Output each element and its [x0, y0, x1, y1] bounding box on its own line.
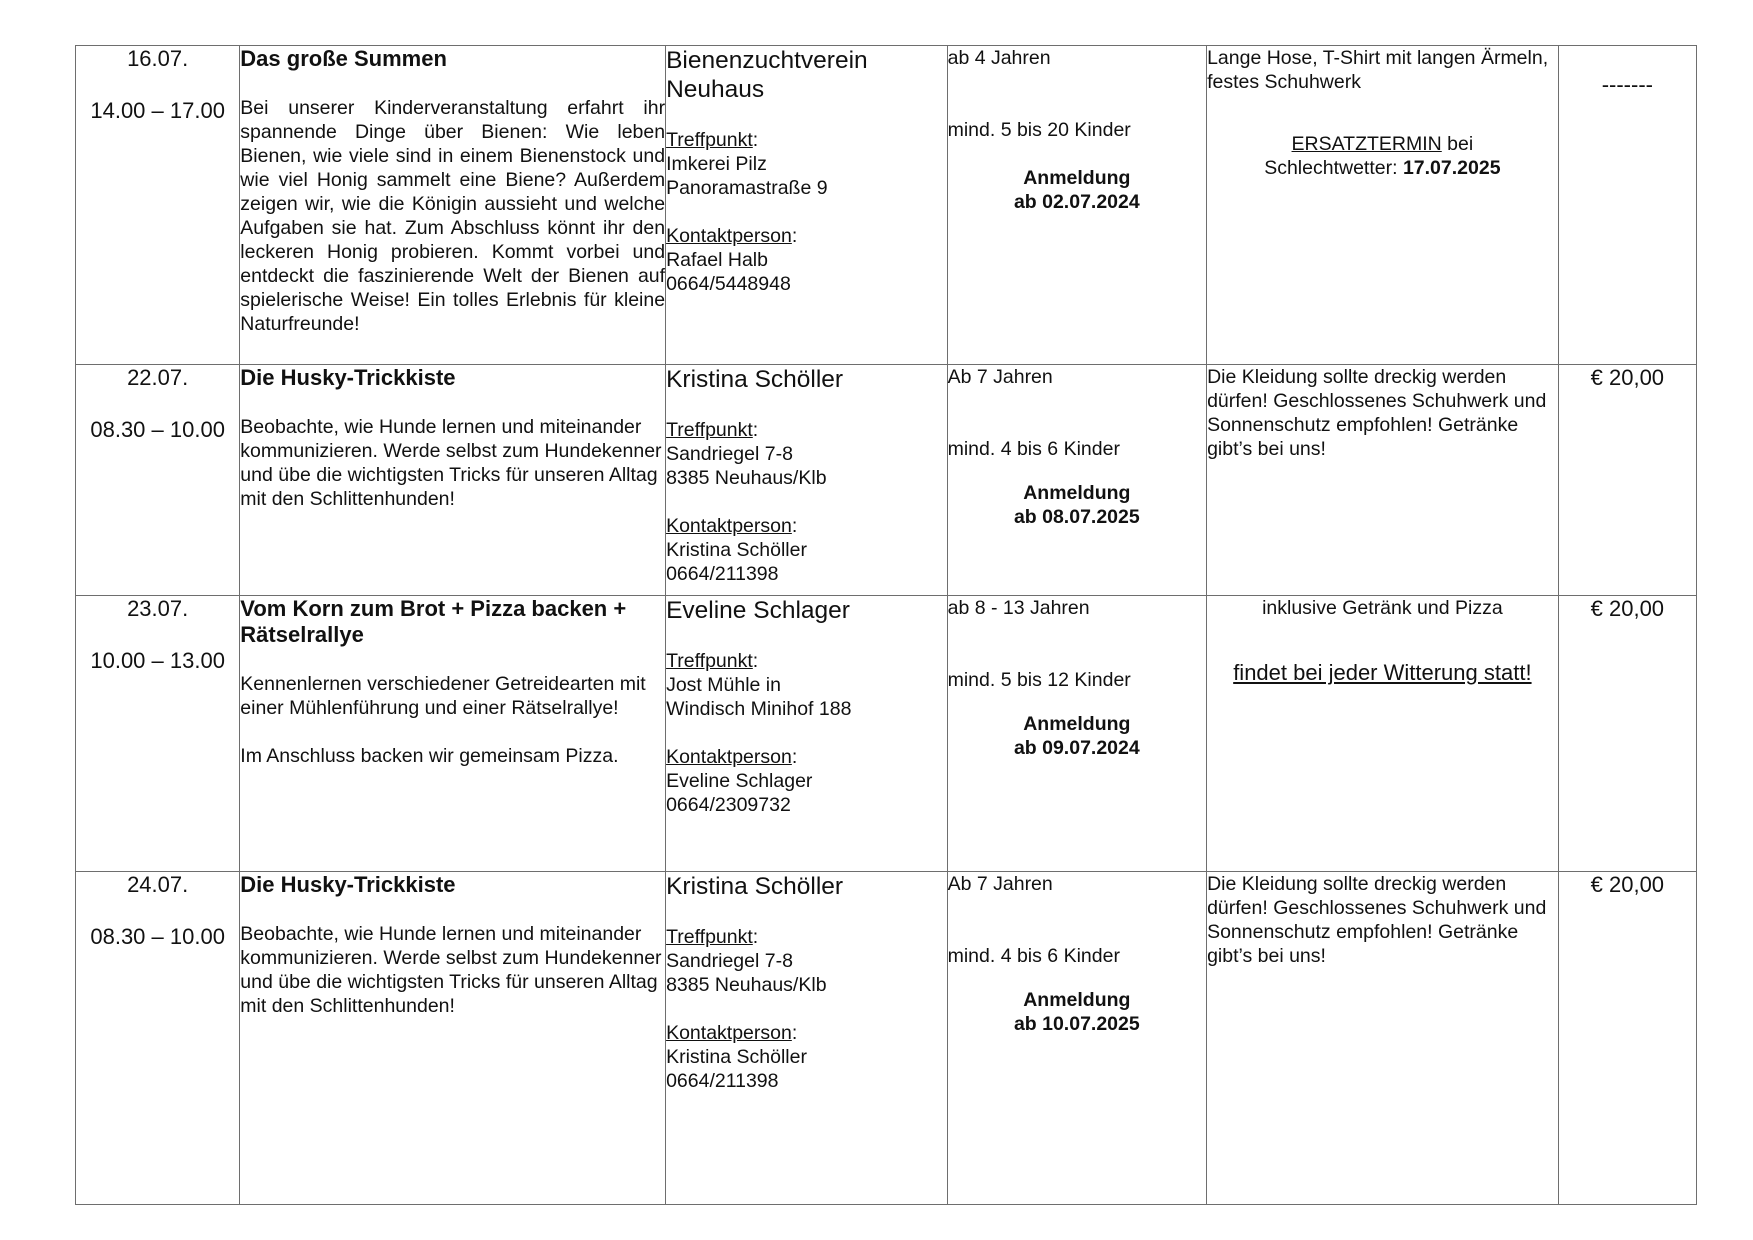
- registration-label: Anmeldung: [1023, 167, 1131, 189]
- group-size: mind. 4 bis 6 Kinder: [947, 945, 1120, 967]
- contact-phone: 0664/211398: [666, 1070, 779, 1092]
- event-date: 23.07.: [127, 596, 189, 621]
- table-row: [76, 46, 1697, 365]
- contact-name: Kristina Schöller: [666, 1046, 807, 1068]
- registration-date: ab 09.07.2024: [1013, 737, 1140, 759]
- organizer-name: Bienenzuchtverein Neuhaus: [666, 47, 868, 103]
- age-range: ab 4 Jahren: [947, 47, 1051, 69]
- description-cell: [240, 596, 666, 872]
- meeting-line1: Imkerei Pilz: [666, 153, 767, 175]
- description-cell: [240, 872, 666, 1205]
- alt-label: ERSATZTERMIN: [1291, 133, 1442, 155]
- event-title: Die Husky-Trickkiste: [240, 872, 456, 897]
- event-time: 10.00 – 13.00: [90, 648, 225, 673]
- description-cell: [240, 46, 666, 365]
- event-description: Beobachte, wie Hunde lernen und miteinander kommunizieren. Werde selbst zum Hundekenner und übe die wichtigsten Tricks für unseren Alltag mit den Schlittenhunden!: [240, 923, 662, 1017]
- meeting-line1: Sandriegel 7-8: [666, 443, 793, 465]
- organizer-name: Kristina Schöller: [666, 873, 844, 900]
- contact-label: Kontaktperson: [666, 515, 792, 537]
- meeting-label: Treffpunkt: [666, 650, 753, 672]
- event-note: Die Kleidung sollte dreckig werden dürfen! Geschlossenes Schuhwerk und Sonnenschutz empfohlen! Getränke gibt’s bei uns!: [1207, 366, 1547, 460]
- note-cell: [1207, 596, 1559, 872]
- event-price: -------: [1601, 72, 1653, 97]
- age-cell: [947, 596, 1206, 872]
- group-size: mind. 5 bis 12 Kinder: [947, 669, 1131, 691]
- event-time: 08.30 – 10.00: [90, 924, 225, 949]
- group-size: mind. 4 bis 6 Kinder: [947, 438, 1120, 460]
- contact-label: Kontaktperson: [666, 746, 792, 768]
- contact-phone: 0664/2309732: [666, 794, 791, 816]
- table-row: [76, 872, 1697, 1205]
- event-description-2: Im Anschluss backen wir gemeinsam Pizza.: [240, 745, 619, 767]
- age-range: Ab 7 Jahren: [947, 366, 1053, 388]
- note-cell: [1207, 365, 1559, 596]
- meeting-label: Treffpunkt: [666, 926, 753, 948]
- event-price: € 20,00: [1590, 365, 1665, 390]
- registration-date: ab 02.07.2024: [1013, 191, 1140, 213]
- price-cell: [1558, 596, 1696, 872]
- registration-label: Anmeldung: [1023, 482, 1131, 504]
- date-cell: [76, 46, 240, 365]
- event-date: 16.07.: [127, 46, 189, 71]
- meeting-line1: Jost Mühle in: [666, 674, 781, 696]
- table-row: [76, 596, 1697, 872]
- age-range: ab 8 - 13 Jahren: [947, 597, 1090, 619]
- contact-name: Rafael Halb: [666, 249, 768, 271]
- event-table: [75, 45, 1697, 1205]
- note-cell: [1207, 46, 1559, 365]
- contact-label: Kontaktperson: [666, 225, 792, 247]
- group-size: mind. 5 bis 20 Kinder: [947, 119, 1131, 141]
- event-description: Kennenlernen verschiedener Getreidearten mit einer Mühlenführung und einer Rätselrallye!: [240, 673, 646, 719]
- meeting-label: Treffpunkt: [666, 419, 753, 441]
- date-cell: [76, 596, 240, 872]
- weather-note: findet bei jeder Witterung statt!: [1233, 660, 1532, 685]
- meeting-label: Treffpunkt: [666, 129, 753, 151]
- organizer-cell: Bienenzuchtverein Neuhaus Treffpunkt: Imkerei Pilz Panoramastraße 9 Kontaktperson: Rafael Halb 0664/5448948: [666, 46, 948, 365]
- description-cell: [240, 365, 666, 596]
- organizer-cell: Eveline Schlager Treffpunkt: Jost Mühle in Windisch Minihof 188 Kontaktperson: Eveline Schlager 0664/2309732: [666, 596, 948, 872]
- event-note: Lange Hose, T-Shirt mit langen Ärmeln, festes Schuhwerk: [1207, 47, 1549, 93]
- date-cell: [76, 365, 240, 596]
- registration-date: ab 10.07.2025: [1013, 1013, 1140, 1035]
- alt-date-note: [1207, 132, 1558, 180]
- registration-label: Anmeldung: [1023, 713, 1131, 735]
- organizer-cell: Kristina Schöller Treffpunkt: Sandriegel 7-8 8385 Neuhaus/Klb Kontaktperson: Kristina Schöller 0664/211398: [666, 872, 948, 1205]
- event-description: Beobachte, wie Hunde lernen und miteinander kommunizieren. Werde selbst zum Hundekenner und übe die wichtigsten Tricks für unseren Alltag mit den Schlittenhunden!: [240, 416, 662, 510]
- event-title: Die Husky-Trickkiste: [240, 365, 456, 390]
- age-cell: [947, 365, 1206, 596]
- price-cell: [1558, 365, 1696, 596]
- price-cell: [1558, 872, 1696, 1205]
- date-cell: [76, 872, 240, 1205]
- organizer-cell: Kristina Schöller Treffpunkt: Sandriegel 7-8 8385 Neuhaus/Klb Kontaktperson: Kristina Schöller 0664/211398: [666, 365, 948, 596]
- alt-line2: Schlechtwetter:: [1264, 157, 1403, 179]
- event-price: € 20,00: [1590, 596, 1665, 621]
- meeting-line2: 8385 Neuhaus/Klb: [666, 467, 827, 489]
- contact-phone: 0664/211398: [666, 563, 779, 585]
- event-date: 22.07.: [127, 365, 189, 390]
- contact-name: Eveline Schlager: [666, 770, 813, 792]
- age-cell: [947, 46, 1206, 365]
- contact-name: Kristina Schöller: [666, 539, 807, 561]
- contact-phone: 0664/5448948: [666, 273, 791, 295]
- table-row: [76, 365, 1697, 596]
- alt-mid: bei: [1441, 133, 1474, 155]
- meeting-line2: 8385 Neuhaus/Klb: [666, 974, 827, 996]
- event-time: 14.00 – 17.00: [90, 98, 225, 123]
- event-time: 08.30 – 10.00: [90, 417, 225, 442]
- event-price: € 20,00: [1590, 872, 1665, 897]
- contact-label: Kontaktperson: [666, 1022, 792, 1044]
- meeting-line2: Panoramastraße 9: [666, 177, 828, 199]
- event-title: Vom Korn zum Brot + Pizza backen + Rätselrallye: [240, 596, 627, 647]
- alt-date: 17.07.2025: [1402, 157, 1501, 179]
- age-cell: [947, 872, 1206, 1205]
- event-note: Die Kleidung sollte dreckig werden dürfen! Geschlossenes Schuhwerk und Sonnenschutz empfohlen! Getränke gibt’s bei uns!: [1207, 873, 1547, 967]
- registration-date: ab 08.07.2025: [1013, 506, 1140, 528]
- age-range: Ab 7 Jahren: [947, 873, 1053, 895]
- organizer-name: Eveline Schlager: [666, 597, 850, 624]
- organizer-name: Kristina Schöller: [666, 366, 844, 393]
- meeting-line1: Sandriegel 7-8: [666, 950, 793, 972]
- meeting-line2: Windisch Minihof 188: [666, 698, 852, 720]
- price-cell: [1558, 46, 1696, 365]
- note-cell: [1207, 872, 1559, 1205]
- event-date: 24.07.: [127, 872, 189, 897]
- event-title: Das große Summen: [240, 46, 447, 71]
- event-note: inklusive Getränk und Pizza: [1262, 597, 1503, 619]
- registration-label: Anmeldung: [1023, 989, 1131, 1011]
- event-description: Bei unserer Kinderveranstaltung erfahrt ihr spannende Dinge über Bienen: Wie leben Bienen, wie viele sind in einem Bienenstock und wie viel Honig sammelt eine Biene? Außerdem zeigen wir, wie die Königin aussieht und welche Aufgaben sie hat. Zum Abschluss könnt ihr den leckeren Honig probieren. Kommt vorbei und entdeckt die faszinierende Welt der Bienen auf spielerische Weise! Ein tolles Erlebnis für kleine Naturfreunde!: [240, 97, 666, 335]
